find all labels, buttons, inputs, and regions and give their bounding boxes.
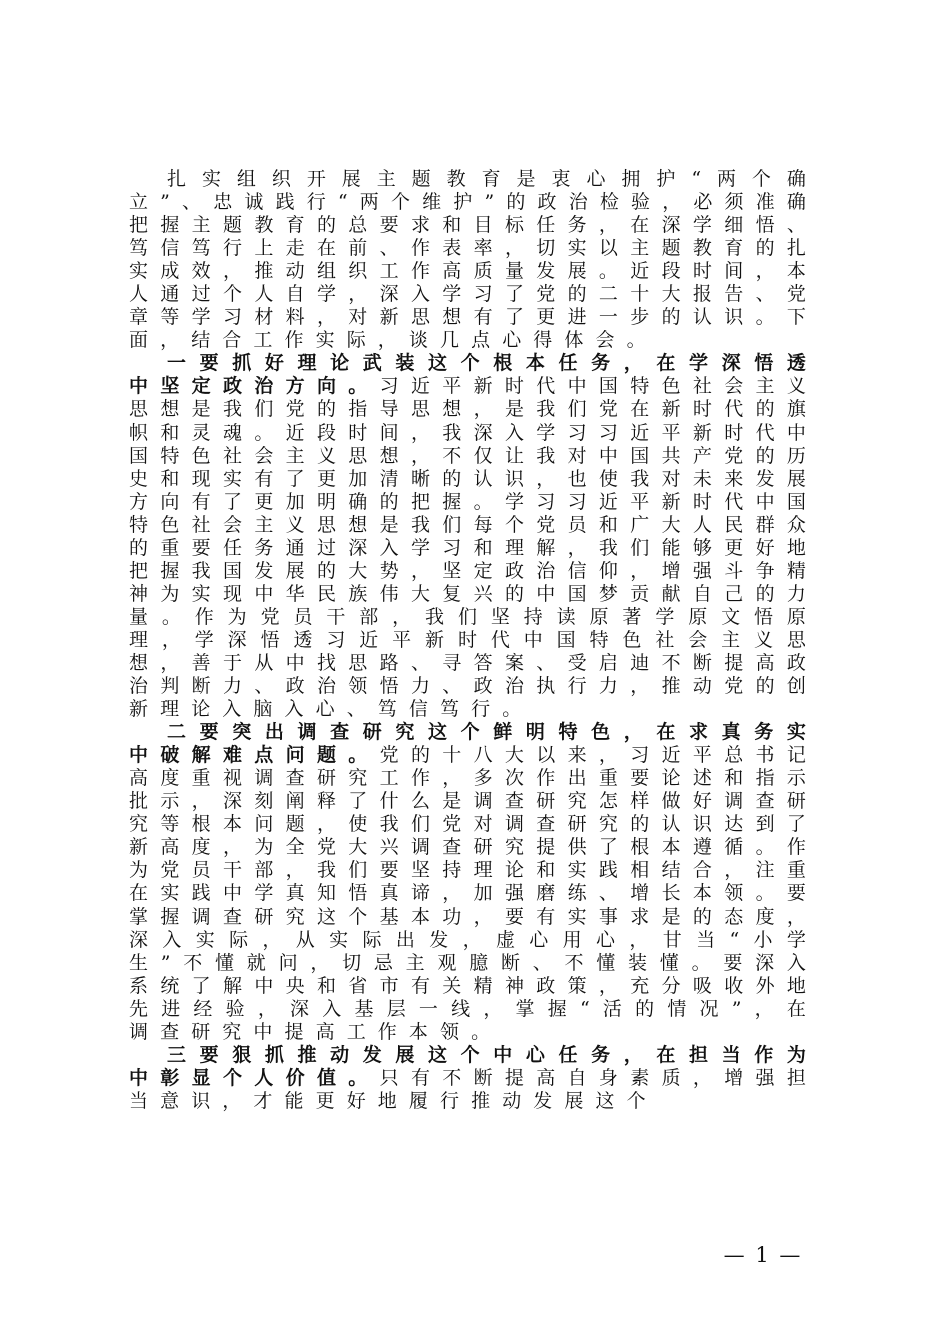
point-two-paragraph — [129, 721, 818, 1044]
point-one-text: 习近平新时代中国特色社会主义思想是我们党的指导思想，是我们党在新时代的旗帜和灵魂。近段时间，我深入学习习近平新时代中国特色社会主义思想，不仅让我对中国共产党的历史和现实有了更加清晰的认识，也使我对未来发展方向有了更加明确的把握。学习习近平新时代中国特色社会主义思想是我们每个党员和广大人民群众的重要任务通过深入学习和理解，我们能够更好地把握我国发展的大势，坚定政治信仰，增强斗争精神为实现中华民族伟大复兴的中国梦贡献自己的力量。作为党员干部，我们坚持读原著学原文悟原理，学深悟透习近平新时代中国特色社会主义思想，善于从中找思路、寻答案、受启迪不断提高政治判断力、政治领悟力、政治执行力，推动党的创新理论入脑入心、笃信笃行。 — [129, 375, 818, 721]
intro-paragraph — [129, 168, 818, 352]
point-three-paragraph — [129, 1044, 818, 1113]
point-one-heading: 一要抓好理论武装这个根本任务，在学深悟透中坚定政治方向。 — [129, 352, 818, 398]
point-one-paragraph — [129, 352, 818, 721]
paragraph-text: 扎实组织开展主题教育是衷心拥护“两个确立”、忠诚践行“两个维护”的政治检验，必须准确把握主题教育的总要求和目标任务，在深学细悟、笃信笃行上走在前、作表率，切实以主题教育的扎实成效，推动组织工作高质量发展。近段时间，本人通过个人自学，深入学习了党的二十大报告、党章等学习材料，对新思想有了更进一步的认识。下面，结合工作实际，谈几点心得体会。 — [129, 168, 818, 352]
point-two-heading: 二要突出调查研究这个鲜明特色，在求真务实中破解难点问题。 — [129, 721, 818, 767]
document-body — [129, 168, 818, 1113]
point-two-text: 党的十八大以来，习近平总书记高度重视调查研究工作，多次作出重要论述和指示批示，深刻阐释了什么是调查研究怎样做好调查研究等根本问题，使我们党对调查研究的认识达到了新高度，为全党大兴调查研究提供了根本遵循。作为党员干部，我们要坚持理论和实践相结合，注重在实践中学真知悟真谛，加强磨练、增长本领。要掌握调查研究这个基本功，要有实事求是的态度，深入实际，从实际出发，虚心用心，甘当“小学生”不懂就问，切忌主观臆断、不懂装懂。要深入系统了解中央和省市有关精神政策，充分吸收外地先进经验，深入基层一线，掌握“活的情况”，在调查研究中提高工作本领。 — [129, 744, 818, 1043]
point-three-text: 只有不断提高自身素质，增强担当意识，才能更好地履行推动发展这个 — [129, 1066, 818, 1112]
point-three-heading: 三要狠抓推动发展这个中心任务，在担当作为中彰显个人价值。 — [129, 1043, 818, 1089]
page-number: — 1 — — [723, 1243, 803, 1267]
